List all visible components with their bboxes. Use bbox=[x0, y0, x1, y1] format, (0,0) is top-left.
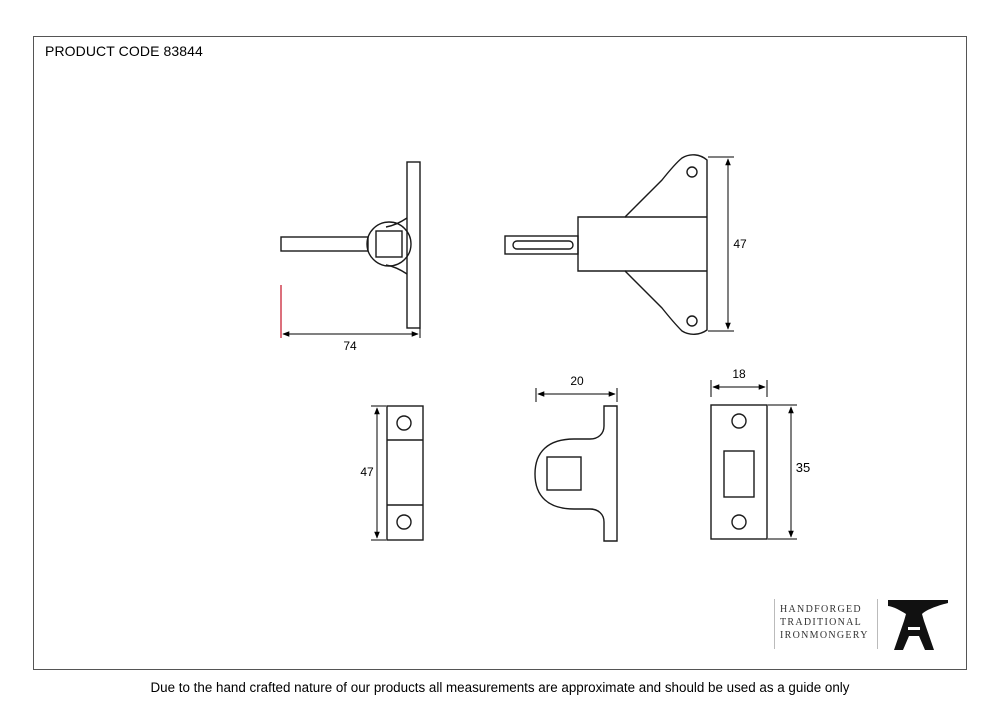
dimension-47-top-label: 47 bbox=[733, 237, 747, 251]
brand-line-1: HANDFORGED bbox=[780, 604, 862, 615]
bracket-side-view bbox=[535, 406, 617, 541]
anvil-icon bbox=[888, 600, 948, 650]
brand-wordmark bbox=[780, 603, 869, 642]
brand-line-2: TRADITIONAL bbox=[780, 617, 863, 628]
dimension-47-bottom bbox=[360, 406, 386, 540]
dimension-47-top bbox=[708, 157, 747, 331]
dimension-20 bbox=[536, 374, 617, 402]
dimension-74-label: 74 bbox=[343, 339, 357, 353]
dimension-74 bbox=[281, 285, 420, 353]
brand-line-3: IRONMONGERY bbox=[780, 630, 869, 641]
fastener-side-view bbox=[281, 162, 420, 328]
striker-plate bbox=[711, 405, 767, 539]
dimension-35-label: 35 bbox=[795, 460, 811, 475]
product-code-label: PRODUCT CODE 83844 bbox=[45, 43, 203, 59]
dimension-47-bottom-label: 47 bbox=[360, 465, 374, 479]
dimension-18-label: 18 bbox=[732, 367, 746, 381]
dimension-35 bbox=[768, 405, 810, 539]
brand-divider-left bbox=[774, 599, 775, 649]
brand-divider-right bbox=[877, 599, 878, 649]
fastener-front-view bbox=[505, 155, 707, 334]
dimension-20-label: 20 bbox=[570, 374, 584, 388]
keep-plate bbox=[387, 406, 423, 540]
dimension-18 bbox=[711, 367, 767, 397]
disclaimer-text: Due to the hand crafted nature of our products all measurements are approximate and should be used as a guide only bbox=[150, 680, 850, 695]
